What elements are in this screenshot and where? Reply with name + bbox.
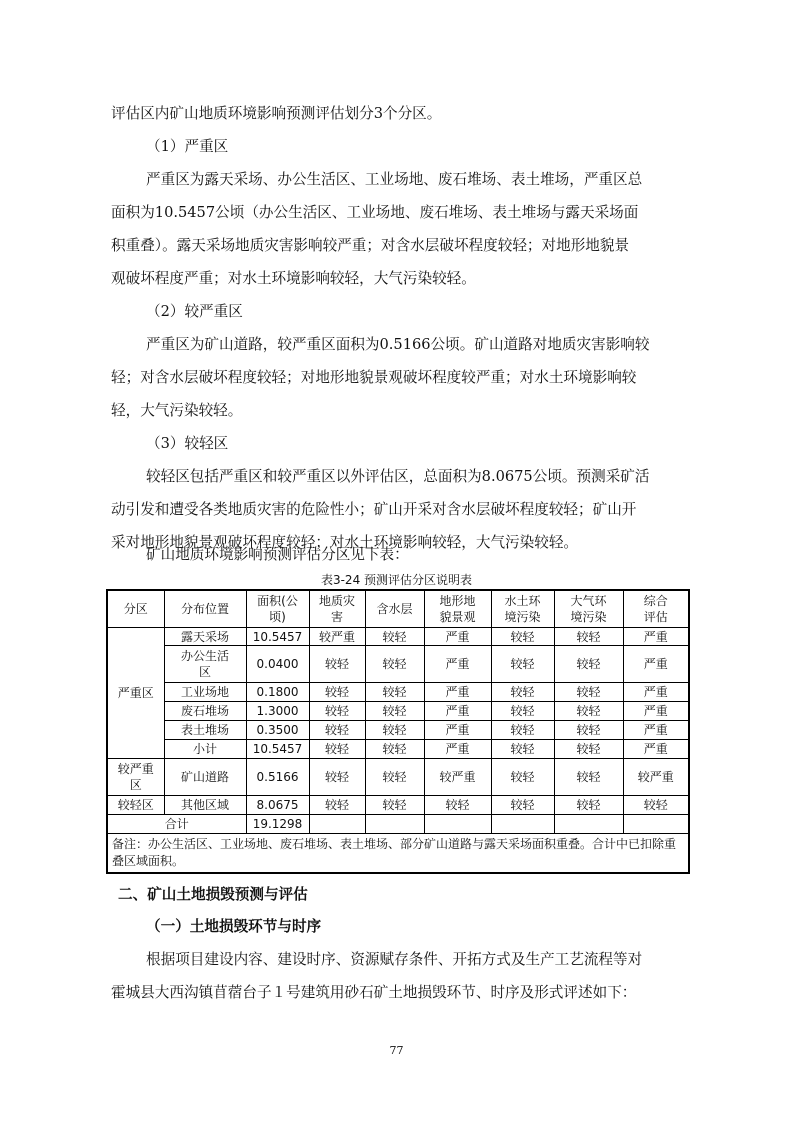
paragraph-line: 动引发和遭受各类地质灾害的危险性小；矿山开采对含水层破坏程度较轻；矿山开: [111, 501, 637, 518]
value-cell: 较轻: [309, 796, 365, 815]
value-cell: 较轻: [554, 628, 623, 646]
location-cell: 办公生活 区: [164, 646, 246, 683]
total-area-cell: 19.1298: [246, 815, 309, 834]
area-cell: 0.3500: [246, 721, 309, 740]
value-cell: 严重: [424, 683, 491, 702]
value-cell: 较轻: [309, 721, 365, 740]
value-cell: 较轻: [365, 759, 424, 796]
value-cell: 较轻: [491, 646, 554, 683]
value-cell: 较轻: [365, 702, 424, 721]
location-cell: 废石堆场: [164, 702, 246, 721]
value-cell: 严重: [424, 646, 491, 683]
empty-cell: [623, 815, 689, 834]
paragraph-line: 轻，大气污染较轻。: [111, 402, 243, 419]
header-cell: 含水层: [365, 590, 424, 628]
header-cell: 面积(公 顷): [246, 590, 309, 628]
table-row: [107, 646, 689, 683]
value-cell: 较轻: [491, 759, 554, 796]
value-cell: 较轻: [365, 796, 424, 815]
value-cell: 严重: [623, 646, 689, 683]
table-row: [107, 683, 689, 702]
value-cell: 较严重: [623, 759, 689, 796]
area-cell: 0.0400: [246, 646, 309, 683]
value-cell: 较轻: [554, 683, 623, 702]
table-note-row: [107, 834, 689, 874]
paragraph-line: 严重区为露天采场、办公生活区、工业场地、废石堆场、表土堆场，严重区总: [146, 171, 643, 188]
empty-cell: [554, 815, 623, 834]
value-cell: 较轻: [365, 646, 424, 683]
value-cell: 较轻: [554, 740, 623, 759]
paragraph-line: 轻；对含水层破坏程度较轻；对地形地貌景观破坏程度较严重；对水土环境影响较: [111, 369, 637, 386]
table-note: 备注：办公生活区、工业场地、废石堆场、表土堆场、部分矿山道路与露天采场面积重叠。合计中已扣除重叠区域面积。: [107, 834, 689, 874]
table-lead-line: 矿山地质环境影响预测评估分区见下表：: [146, 546, 409, 563]
value-cell: 严重: [424, 628, 491, 646]
value-cell: 较严重: [309, 628, 365, 646]
header-cell: 水土环 境污染: [491, 590, 554, 628]
location-cell: 矿山道路: [164, 759, 246, 796]
table-header-row: [107, 590, 689, 628]
paragraph-line: 霍城县大西沟镇苜蓿台子１号建筑用砂石矿土地损毁环节、时序及形式评述如下：: [111, 984, 637, 1001]
value-cell: 严重: [623, 740, 689, 759]
table-row: [107, 628, 689, 646]
section-heading: 二、矿山土地损毁预测与评估: [118, 886, 308, 903]
location-cell: 露天采场: [164, 628, 246, 646]
paragraph-line: 观破坏程度严重；对水土环境影响较轻，大气污染较轻。: [111, 270, 476, 287]
table-caption: 表3-24 预测评估分区说明表: [320, 573, 473, 587]
header-cell: 大气环 境污染: [554, 590, 623, 628]
area-cell: 10.5457: [246, 628, 309, 646]
value-cell: 严重: [424, 740, 491, 759]
value-cell: 严重: [623, 683, 689, 702]
location-cell: 表土堆场: [164, 721, 246, 740]
value-cell: 严重: [623, 721, 689, 740]
location-cell: 其他区域: [164, 796, 246, 815]
header-cell: 综合 评估: [623, 590, 689, 628]
area-cell: 8.0675: [246, 796, 309, 815]
table-row: [107, 702, 689, 721]
header-cell: 分区: [107, 590, 164, 628]
area-cell: 0.5166: [246, 759, 309, 796]
value-cell: 较轻: [623, 796, 689, 815]
paragraph-line: 较轻区包括严重区和较严重区以外评估区，总面积为8.0675公顷。预测采矿活: [146, 468, 650, 485]
value-cell: 严重: [424, 721, 491, 740]
location-cell: 工业场地: [164, 683, 246, 702]
empty-cell: [491, 815, 554, 834]
value-cell: 较轻: [309, 740, 365, 759]
subsection-title-medium: （2）较严重区: [146, 303, 243, 320]
value-cell: 较轻: [309, 646, 365, 683]
page-number: 77: [389, 1044, 404, 1057]
value-cell: 较轻: [365, 740, 424, 759]
table-row: [107, 759, 689, 796]
subsection-heading: （一）土地损毁环节与时序: [146, 918, 322, 935]
zone-cell-light: 较轻区: [107, 796, 164, 815]
value-cell: 较轻: [309, 683, 365, 702]
empty-cell: [424, 815, 491, 834]
area-cell: 0.1800: [246, 683, 309, 702]
value-cell: 较轻: [424, 796, 491, 815]
area-cell: 10.5457: [246, 740, 309, 759]
intro-line: 评估区内矿山地质环境影响预测评估划分3个分区。: [111, 105, 442, 122]
header-cell: 地质灾 害: [309, 590, 365, 628]
value-cell: 严重: [424, 702, 491, 721]
empty-cell: [309, 815, 365, 834]
value-cell: 较轻: [365, 628, 424, 646]
table-row-total: [107, 815, 689, 834]
table-row: [107, 796, 689, 815]
location-cell: 小计: [164, 740, 246, 759]
value-cell: 较严重: [424, 759, 491, 796]
paragraph-line: 严重区为矿山道路，较严重区面积为0.5166公顷。矿山道路对地质灾害影响较: [146, 336, 650, 353]
paragraph-line: 采对地形地貌景观破坏程度较轻；对水土环境影响较轻，大气污染较轻。: [111, 534, 579, 551]
area-cell: 1.3000: [246, 702, 309, 721]
value-cell: 较轻: [491, 796, 554, 815]
value-cell: 较轻: [491, 740, 554, 759]
value-cell: 较轻: [554, 759, 623, 796]
value-cell: 严重: [623, 702, 689, 721]
header-cell: 分布位置: [164, 590, 246, 628]
subsection-title-severe: （1）严重区: [146, 138, 229, 155]
value-cell: 较轻: [365, 683, 424, 702]
value-cell: 较轻: [491, 702, 554, 721]
value-cell: 较轻: [309, 702, 365, 721]
paragraph-line: 积重叠）。露天采场地质灾害影响较严重；对含水层破坏程度较轻；对地形地貌景: [111, 237, 630, 254]
total-label-cell: 合计: [107, 815, 246, 834]
value-cell: 较轻: [554, 721, 623, 740]
value-cell: 较轻: [554, 702, 623, 721]
value-cell: 较轻: [309, 759, 365, 796]
zone-cell-medium: 较严重 区: [107, 759, 164, 796]
table-row-subtotal: [107, 740, 689, 759]
value-cell: 较轻: [491, 683, 554, 702]
zone-cell-severe: 严重区: [107, 628, 164, 759]
evaluation-zone-table: [106, 589, 690, 874]
value-cell: 较轻: [365, 721, 424, 740]
value-cell: 较轻: [554, 796, 623, 815]
paragraph-line: 根据项目建设内容、建设时序、资源赋存条件、开拓方式及生产工艺流程等对: [146, 951, 643, 968]
value-cell: 较轻: [554, 646, 623, 683]
empty-cell: [365, 815, 424, 834]
subsection-title-light: （3）较轻区: [146, 435, 229, 452]
header-cell: 地形地 貌景观: [424, 590, 491, 628]
value-cell: 较轻: [491, 721, 554, 740]
value-cell: 较轻: [491, 628, 554, 646]
paragraph-line: 面积为10.5457公顷（办公生活区、工业场地、废石堆场、表土堆场与露天采场面: [111, 204, 639, 221]
value-cell: 严重: [623, 628, 689, 646]
table-row: [107, 721, 689, 740]
